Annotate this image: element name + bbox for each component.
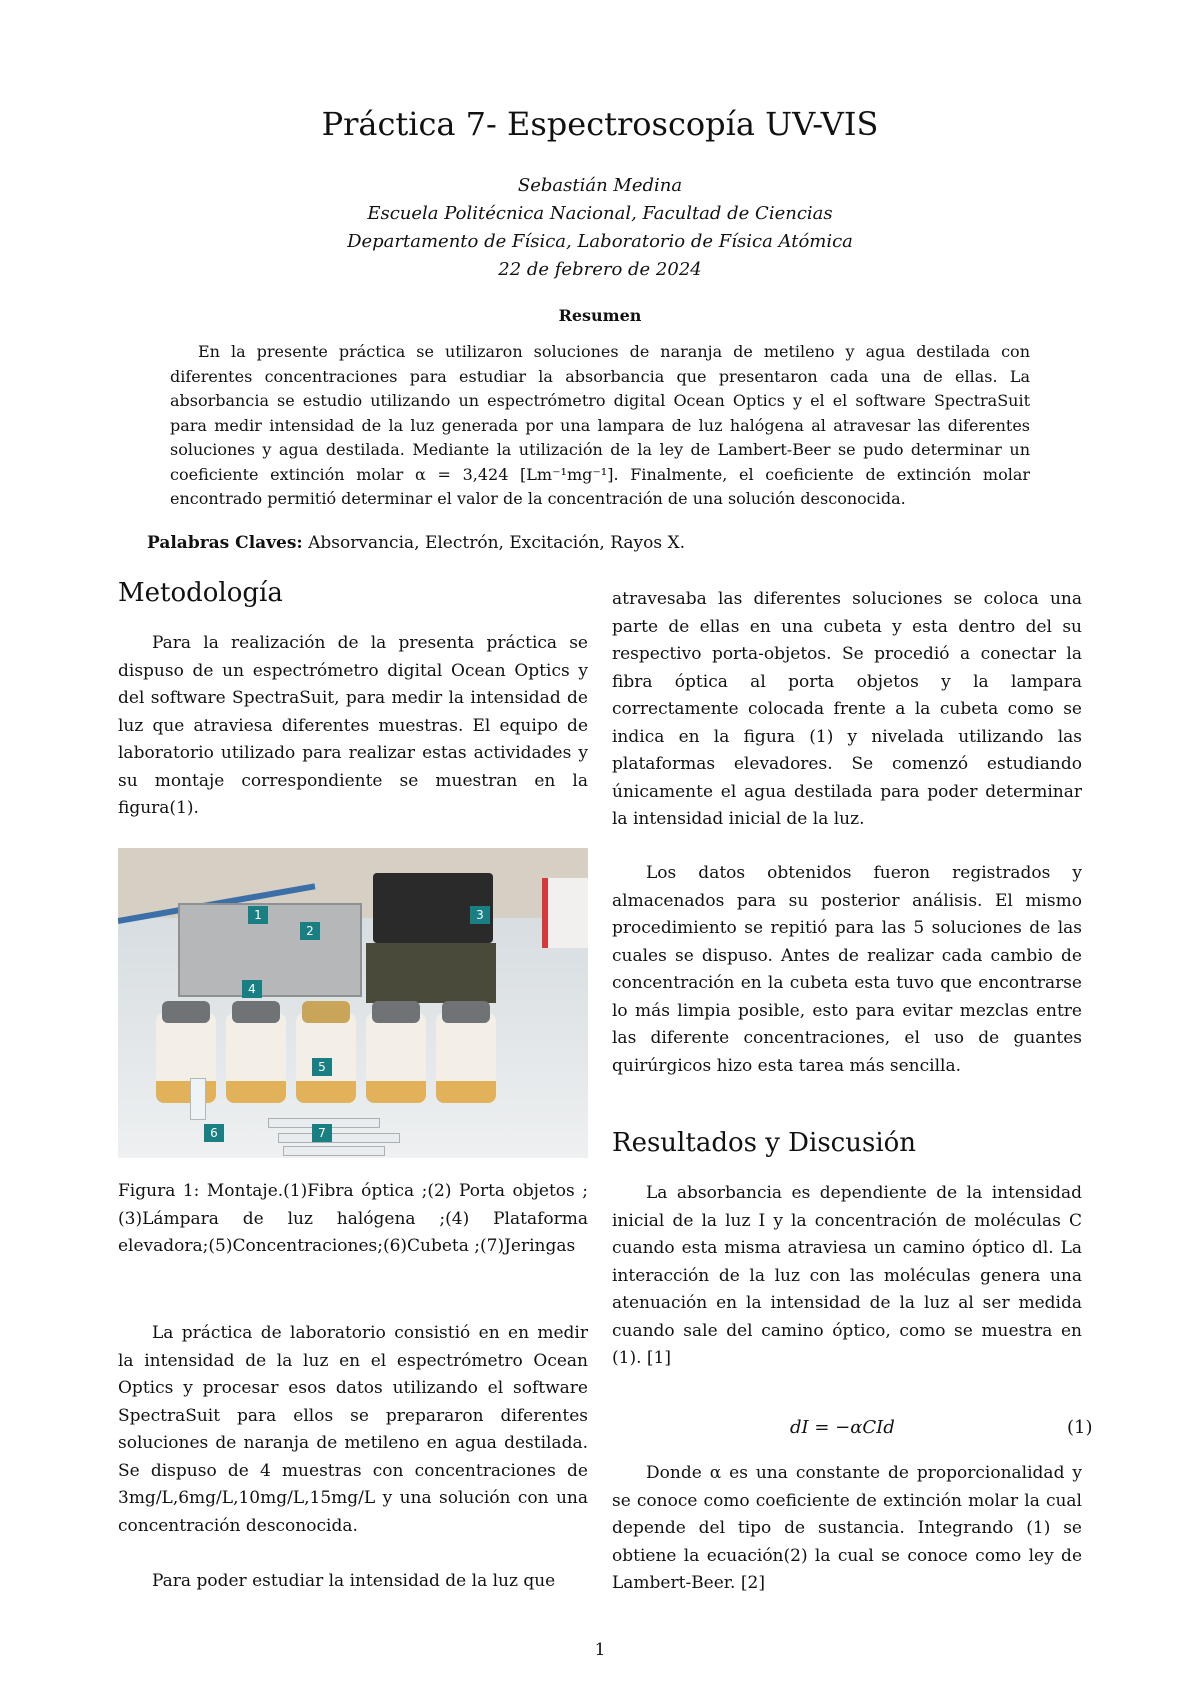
photo-bottle	[436, 1013, 496, 1103]
equation-1: dI = −αCId	[790, 1417, 895, 1438]
paper-title: Práctica 7- Espectroscopía UV-VIS	[321, 105, 879, 143]
affiliation-1: Escuela Politécnica Nacional, Facultad de Ciencias	[367, 203, 833, 224]
abstract-heading: Resumen	[558, 306, 642, 325]
keywords-text: Absorvancia, Electrón, Excitación, Rayos X.	[308, 533, 686, 553]
figure-marker-1: 1	[248, 906, 268, 924]
right-paragraph-1: atravesaba las diferentes soluciones se coloca una parte de ellas en una cubeta y esta dentro del su respectivo porta-objetos. Se procedió a conectar la fibra óptica al porta objetos y la lampara correctamente colocada frente a la cubeta como se indica en la figura (1) y nivelada utilizando las plataformas elevadores. Se comenzó estudiando únicamente el agua destilada para poder determinar la intensidad inicial de la luz.	[612, 589, 1082, 829]
right-paragraph-2: Los datos obtenidos fueron registrados y almacenados para su posterior análisis. El mismo procedimiento se repitió para las 5 soluciones de las cuales se dispuso. Antes de realizar cada cambio de concentración en la cubeta esta tuvo que encontrarse lo más limpia posible, esto para evitar mezclas entre las diferente concentraciones, el uso de guantes quirúrgicos hizo esta tarea más sencilla.	[612, 863, 1082, 1076]
photo-bottle	[366, 1013, 426, 1103]
section-results-title: Resultados y Discusión	[612, 1128, 917, 1158]
page-number: 1	[594, 1640, 606, 1660]
left-paragraph-1: Para la realización de la presenta práctica se dispuso de un espectrómetro digital Ocean Optics y del software SpectraSuit, para medir la intensidad de luz que atraviesa diferentes muestras. El equipo de laboratorio utilizado para realizar estas actividades y su montaje correspondiente se muestran en la figura(1).	[118, 633, 588, 818]
left-paragraph-2: La práctica de laboratorio consistió en en medir la intensidad de la luz en el espectrómetro Ocean Optics y procesar esos datos utilizando el software SpectraSuit para ellos se prepararon diferentes soluciones de naranja de metileno en agua destilada. Se dispuso de 4 muestras con concentraciones de 3mg/L,6mg/L,10mg/L,15mg/L y una solución con una concentración desconocida.	[118, 1323, 588, 1536]
keywords	[147, 533, 685, 553]
figure-marker-4: 4	[242, 980, 262, 998]
figure-marker-3: 3	[470, 906, 490, 924]
photo-syringe	[283, 1146, 385, 1156]
figure-caption: Figura 1: Montaje.(1)Fibra óptica ;(2) Porta objetos ;(3)Lámpara de luz halógena ;(4) Plataforma elevadora;(5)Concentraciones;(6)Cubeta ;(7)Jeringas	[118, 1181, 588, 1256]
photo-bottle	[226, 1013, 286, 1103]
photo-bottle	[156, 1013, 216, 1103]
photo-lamp-platform	[366, 943, 496, 1003]
keywords-label: Palabras Claves:	[147, 533, 303, 553]
left-paragraph-3: Para poder estudiar la intensidad de la luz que	[152, 1571, 556, 1591]
figure-marker-5: 5	[312, 1058, 332, 1076]
photo-red-box	[542, 878, 588, 948]
setup-photo	[118, 848, 588, 1158]
paper-date: 22 de febrero de 2024	[498, 259, 702, 280]
photo-syringe	[278, 1133, 400, 1143]
right-paragraph-4: Donde α es una constante de proporcionalidad y se conoce como coeficiente de extinción molar la cual depende del tipo de sustancia. Integrando (1) se obtiene la ecuación(2) la cual se conoce como ley de Lambert-Beer. [2]	[612, 1463, 1082, 1593]
photo-cuvette	[190, 1078, 206, 1120]
abstract-text: En la presente práctica se utilizaron soluciones de naranja de metileno y agua destilada con diferentes concentraciones para estudiar la absorbancia que presentaron cada una de ellas. La absorbancia se estudio utilizando un espectrómetro digital Ocean Optics y el el software SpectraSuit para medir intensidad de la luz generada por una lampara de luz halógena al atravesar las diferentes soluciones y agua destilada. Mediante la utilización de la ley de Lambert-Beer se pudo determinar un coeficiente extinción molar α = 3,424 [Lm⁻¹mg⁻¹]. Finalmente, el coeficiente de extinción molar encontrado permitió determinar el valor de la concentración de una solución desconocida.	[170, 342, 1030, 508]
equation-1-number: (1)	[1067, 1417, 1093, 1438]
figure-marker-2: 2	[300, 922, 320, 940]
author-name: Sebastián Medina	[517, 175, 683, 196]
right-paragraph-3: La absorbancia es dependiente de la intensidad inicial de la luz I y la concentración de moléculas C cuando esta misma atraviesa un camino óptico dl. La interacción de la luz con las moléculas genera una atenuación en la intensidad de la luz al ser medida cuando sale del camino óptico, como se muestra en (1). [1]	[612, 1183, 1082, 1368]
affiliation-2: Departamento de Física, Laboratorio de Física Atómica	[347, 231, 853, 252]
figure-marker-6: 6	[204, 1124, 224, 1142]
photo-sample-holder-platform	[178, 903, 362, 997]
figure-marker-7: 7	[312, 1124, 332, 1142]
section-methodology-title: Metodología	[118, 578, 283, 608]
